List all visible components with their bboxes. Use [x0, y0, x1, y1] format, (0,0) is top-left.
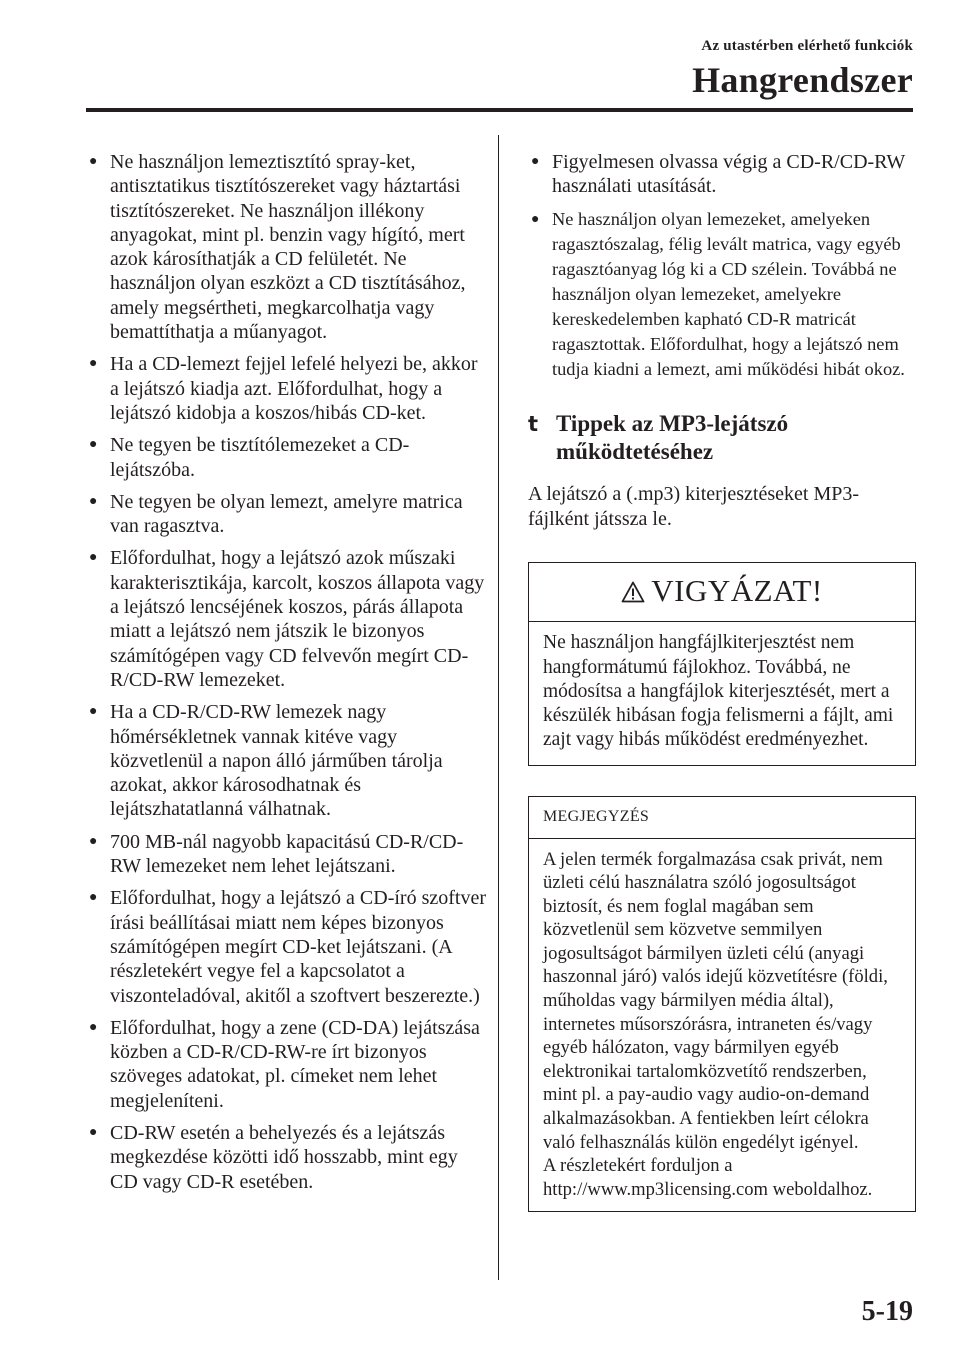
list-item: ● Előfordulhat, hogy a zene (CD-DA) lejátszása közben a CD-R/CD-RW-re írt bizonyos szöveges adatokat, pl. címeket nem lehet megjeleníteni. — [89, 1016, 480, 1112]
right-column — [528, 150, 916, 1212]
list-item: ● Előfordulhat, hogy a lejátszó a CD-író szoftver írási beállításai miatt nem képes bizonyos számítógépen megírt CD-ket lejátszani. (A részletekért vegye fel a kapcsolatot a viszonteladóval, akitől a szoftvert beszerezte.) — [89, 887, 486, 1007]
bullet-icon: ● — [89, 437, 98, 453]
bullet-icon: ● — [89, 833, 98, 849]
left-bullet-list — [86, 150, 486, 1194]
note-header: MEGJEGYZÉS — [529, 797, 915, 839]
warning-title: VIGYÁZAT! — [651, 572, 823, 608]
list-item: ● Ne tegyen be tisztítólemezeket a CD-lejátszóba. — [89, 434, 410, 481]
page-number: 5-19 — [861, 1296, 913, 1327]
subheading-marker-icon: t — [528, 411, 539, 436]
warning-body: Ne használjon hangfájlkiterjesztést nem hangformátumú fájlokhoz. Továbbá, ne módosítsa a hangfájlok kiterjesztését, mert a készülék hibásan fogja felismerni a fájlt, ami zajt vagy hibás működést eredményezhet. — [543, 632, 894, 751]
section-title: Az utastérben elérhető funkciók — [701, 38, 913, 54]
right-bullet-list — [528, 150, 916, 199]
list-item: ● Ha a CD-R/CD-RW lemezek nagy hőmérsékletnek vannak kitéve vagy közvetlenül a napon álló járműben tárolja azokat, akkor károsodhatnak és lejátszhatatlanná válhatnak. — [89, 701, 443, 821]
list-item: ● 700 MB-nál nagyobb kapacitású CD-R/CD-RW lemezeket nem lehet lejátszani. — [89, 830, 464, 878]
chapter-title: Hangrendszer — [692, 60, 913, 100]
note-body — [529, 839, 915, 1212]
list-item: ● CD-RW esetén a behelyezés és a lejátszás megkezdése közötti idő hosszabb, mint egy CD vagy CD-R esetében. — [89, 1121, 458, 1193]
warning-box — [528, 562, 916, 766]
bullet-icon: ● — [89, 493, 98, 509]
column-divider — [498, 135, 499, 1280]
page-header — [692, 38, 913, 101]
list-item: ● Ne használjon olyan lemezeket, amelyeken ragasztószalag, félig levált matrica, vagy egyéb ragasztóanyag lóg ki a CD szélein. Továbbá ne használjon olyan lemezeket, amelyekre kereskedelemben kapható CD-R matricát ragasztottak. Előfordulhat, hogy a lejátszó nem tudja kiadni a lemezt, ami működési hibát okoz. — [531, 208, 905, 379]
bullet-icon: ● — [89, 356, 98, 372]
bullet-icon: ● — [89, 154, 98, 169]
note-text: A jelen termék forgalmazása csak privát, nem üzleti célú használatra szóló jogosultságot biztosít, és nem foglal magában sem közvetlenül sem közvetve semmilyen jogosultságot bármilyen üzleti célú (anyagi haszonnal járó) valós idejű közvetítésre (földi, műholdas vagy bármilyen média által), internetes műsorszórásra, intraneten és/vagy egyéb hálózaton, vagy bármilyen egyéb elektronikai tartalomközvetítő rendszerben, mint pl. a pay-audio vagy audio-on-demand alkalmazásokban. A fentiekben leírt célokra való felhasználás külön engedélyt igényel. — [543, 848, 888, 1153]
right-bullet-list-small — [528, 207, 916, 382]
warning-header — [529, 563, 915, 623]
left-column — [86, 150, 486, 1202]
note-text-link: A részletekért forduljon a http://www.mp3licensing.com weboldalhoz. — [543, 1155, 873, 1200]
list-item: ● Előfordulhat, hogy a lejátszó azok műszaki karakterisztikája, karcolt, koszos állapota vagy a lejátszó lencséjének koszos, párás állapota miatt a lejátszó nem játszik le bizonyos számítógépen vagy CD felvevőn megírt CD-R/CD-RW lemezeket. — [89, 547, 485, 691]
bullet-icon: ● — [531, 211, 540, 227]
header-rule — [86, 108, 913, 112]
warning-triangle-icon — [621, 575, 645, 611]
bullet-icon: ● — [89, 890, 98, 906]
bullet-icon: ● — [89, 704, 98, 720]
note-box — [528, 796, 916, 1213]
subheading-text: Tippek az MP3-lejátszó működtetéséhez — [556, 410, 789, 464]
list-item: ● Ne tegyen be olyan lemezt, amelyre matrica van ragasztva. — [89, 490, 463, 538]
bullet-icon: ● — [89, 1019, 98, 1035]
list-item: ● Figyelmesen olvassa végig a CD-R/CD-RW használati utasítását. — [531, 151, 905, 198]
list-item: ● Ha a CD-lemezt fejjel lefelé helyezi be, akkor a lejátszó kiadja azt. Előfordulhat, hogy a lejátszó kidobja a koszos/hibás CD-ket. — [89, 353, 478, 424]
bullet-icon: ● — [89, 550, 98, 566]
bullet-icon: ● — [89, 1124, 98, 1140]
subheading — [528, 410, 916, 466]
mp3-paragraph: A lejátszó a (.mp3) kiterjesztéseket MP3-fájlként játssza le. — [528, 482, 860, 530]
bullet-icon: ● — [531, 154, 540, 169]
list-item: ● Ne használjon lemeztisztító spray-ket, antisztatikus tisztítószereket vagy háztartási tisztítószereket. Ne használjon illékony anyagokat, mint pl. benzin vagy hígító, mert azok károsíthatják a CD felületét. Ne használjon olyan eszközt a CD tisztításához, amely megsértheti, megkarcolhatja vagy bemattíthatja a műanyagot. — [89, 151, 466, 344]
